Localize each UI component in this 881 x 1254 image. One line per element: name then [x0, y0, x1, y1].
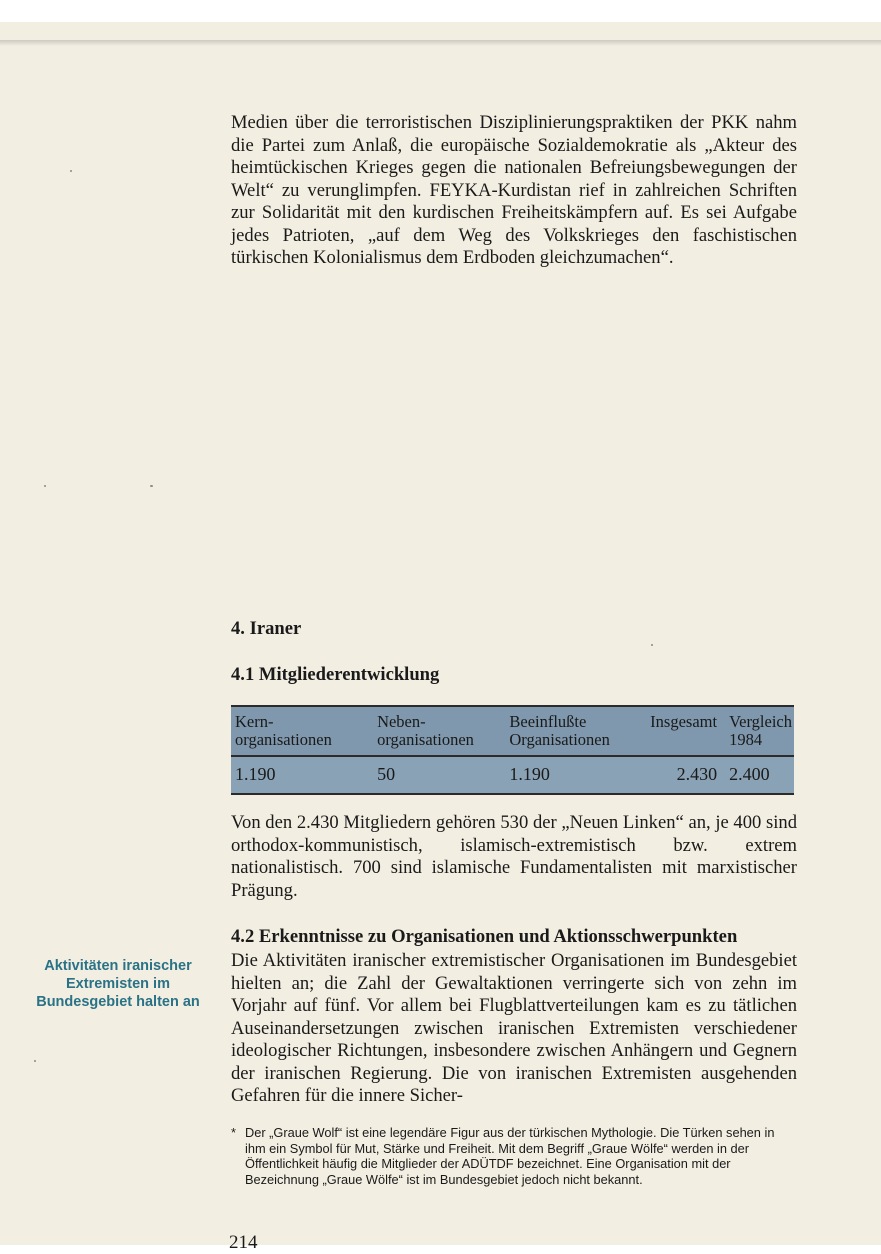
footnote-text: Der „Graue Wolf“ ist eine legendäre Figur aus der türkischen Mythologie. Die Türken sehen in ihm ein Symbol für Mut, Stärke und Freiheit. Mit dem Begriff „Graue Wölfe“ werden in der Öffentlichkeit häufig die Mitglieder der ADÜTDF bezeichnet. Eine Organisation mit der Bezeichnung „Graue Wölfe“ ist im Bundesgebiet jedoch nicht bekannt.: [245, 1125, 775, 1187]
header-nebenorganisationen: Neben- organisationen: [373, 706, 505, 756]
header-insgesamt: Insgesamt: [636, 706, 725, 756]
scan-speck: [70, 170, 72, 172]
paragraph-pkk-feyka: Medien über die terroristischen Disziplinierungspraktiken der PKK nahm die Partei zum Anlaß, die europäische Sozialdemokratie als „Akteur des heimtückischen Krieges gegen die nationalen Befreiungsbewegungen der Welt“ zu verunglimpfen. FEYKA-Kurdistan rief in zahlreichen Schriften zur Solidarität mit den kurdischen Freiheitskämpfern auf. Es sei Aufgabe jedes Patrioten, „auf dem Weg des Volkskrieges den faschistischen türkischen Kolonialismus dem Erdboden gleichzumachen“.: [231, 112, 797, 268]
paragraph-aktivitaeten: Die Aktivitäten iranischer extremistischer Organisationen im Bundesgebiet hielten an; die Zahl der Gewaltaktionen verringerte sich von zehn im Vorjahr auf fünf. Vor allem bei Flugblattverteilungen kam es zu tätlichen Auseinandersetzungen zwischen iranischen Extremisten verschiedener ideologischer Richtungen, insbesondere zwischen Anhängern und Gegnern der iranischen Regierung. Die von iranischen Extremisten ausgehenden Gefahren für die innere Sicher-: [231, 950, 797, 1106]
footnote: [231, 1125, 794, 1187]
cell-insgesamt: 2.430: [636, 756, 725, 794]
header-beeinflusste-organisationen: Beeinflußte Organisationen: [505, 706, 636, 756]
scan-speck: [44, 485, 46, 487]
scan-speck: [150, 485, 153, 487]
cell-nebenorganisationen: 50: [373, 756, 505, 794]
table-row: [231, 756, 794, 794]
scan-speck: [34, 1060, 36, 1062]
scan-speck: [651, 644, 653, 646]
membership-table: [231, 705, 794, 795]
page-top-edge: [0, 40, 881, 46]
cell-beeinflusste-organisationen: 1.190: [505, 756, 636, 794]
subsection-heading-erkenntnisse: 4.2 Erkenntnisse zu Organisationen und Aktionsschwerpunkten: [231, 926, 738, 947]
paragraph-mitglieder: Von den 2.430 Mitgliedern gehören 530 der „Neuen Linken“ an, je 400 sind orthodox-kommunistisch, islamisch-extremistisch bzw. extrem nationalistisch. 700 sind islamische Fundamentalisten mit marxistischer Prägung.: [231, 812, 797, 901]
header-kernorganisationen: Kern- organisationen: [231, 706, 373, 756]
footnote-mark: *: [231, 1125, 236, 1140]
cell-kernorganisationen: 1.190: [231, 756, 373, 794]
subsection-heading-mitgliederentwicklung: 4.1 Mitgliederentwicklung: [231, 664, 440, 685]
page-number: 214: [229, 1232, 258, 1253]
header-vergleich-1984: Vergleich 1984: [725, 706, 794, 756]
margin-note: Aktivitäten iranischer Extremisten im Bundesgebiet halten an: [36, 958, 200, 1010]
table-header-row: [231, 706, 794, 756]
cell-vergleich-1984: 2.400: [725, 756, 794, 794]
section-heading-iraner: 4. Iraner: [231, 618, 302, 639]
